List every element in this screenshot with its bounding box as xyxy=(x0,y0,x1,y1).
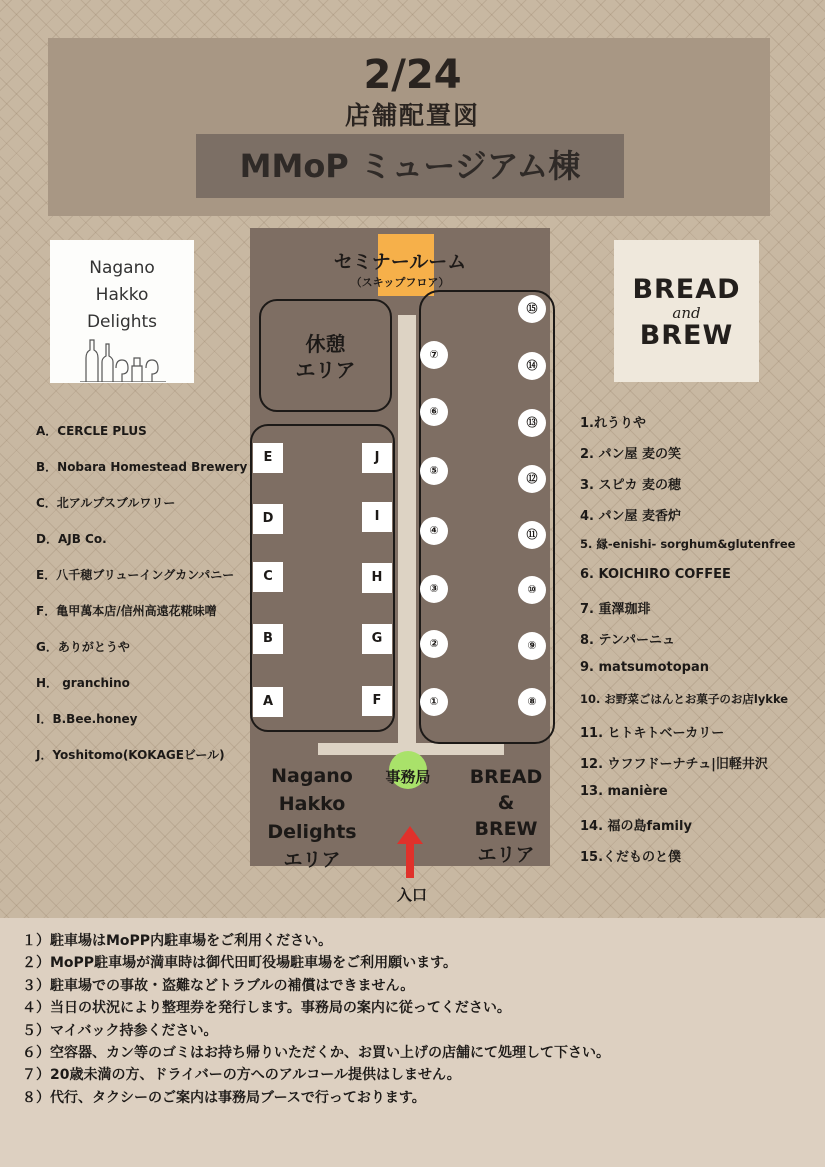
booth-13: ⑬ xyxy=(518,409,546,437)
list-item: I．B.Bee.honey xyxy=(36,712,138,726)
list-item: 15.くだものと僕 xyxy=(580,850,682,865)
logo-text: Nagano xyxy=(89,258,155,278)
building-title: MMoP ミュージアム棟 xyxy=(239,147,581,185)
rest-area-text: 休憩 xyxy=(305,332,346,356)
booth-9: ⑨ xyxy=(518,632,546,660)
note-item: ３）駐車場での事故・盗難などトラブルの補償はできません。 xyxy=(22,977,415,994)
list-item: 1.れうりや xyxy=(580,416,646,431)
list-item: 11. ヒトキトベーカリー xyxy=(580,726,725,741)
note-item: ８）代行、タクシーのご案内は事務局ブースで行っております。 xyxy=(22,1089,426,1106)
list-item: E．八千穂ブリューイングカンパニー xyxy=(36,568,235,582)
list-item: 6. KOICHIRO COFFEE xyxy=(580,567,731,582)
booth-i: I xyxy=(362,502,392,532)
office-label: 事務局 xyxy=(385,768,431,786)
booth-e: E xyxy=(253,443,283,473)
list-item: J．Yoshitomo(KOKAGEビール) xyxy=(36,748,225,762)
booth-14: ⑭ xyxy=(518,352,546,380)
area-text: エリア xyxy=(477,844,535,866)
list-item: 14. 福の島family xyxy=(580,819,692,834)
list-item: 8. テンパーニュ xyxy=(580,633,675,648)
booth-3: ③ xyxy=(420,575,448,603)
list-item: B．Nobara Homestead Brewery xyxy=(36,460,248,474)
area-text: BREAD xyxy=(469,766,543,788)
page-subtitle: 店舗配置図 xyxy=(344,101,480,130)
list-item: 7. 重澤珈琲 xyxy=(580,602,651,617)
area-text: Delights xyxy=(267,821,357,843)
entrance-arrow-icon xyxy=(397,826,423,878)
booth-15: ⑮ xyxy=(518,295,546,323)
area-text: Hakko xyxy=(278,793,346,815)
list-item: 3. スピカ 麦の穂 xyxy=(580,478,682,493)
booth-5: ⑤ xyxy=(420,457,448,485)
entrance-label: 入口 xyxy=(396,886,427,904)
logo-text: Delights xyxy=(86,312,158,332)
booth-6: ⑥ xyxy=(420,398,448,426)
nagano-hakko-logo xyxy=(50,240,194,383)
list-item: G．ありがとうや xyxy=(36,640,130,654)
booth-7: ⑦ xyxy=(420,341,448,369)
booth-c: C xyxy=(253,562,283,592)
booth-1: ① xyxy=(420,688,448,716)
booth-4: ④ xyxy=(420,517,448,545)
booth-12: ⑫ xyxy=(518,465,546,493)
list-item: H． granchino xyxy=(36,676,130,690)
booth-11: ⑪ xyxy=(518,521,546,549)
number-vendor-list xyxy=(580,412,820,877)
bottles-icon xyxy=(78,338,168,382)
notes-list xyxy=(22,930,812,1109)
booth-f: F xyxy=(362,686,392,716)
seminar-room-sublabel: （スキップフロア） xyxy=(350,276,450,289)
booth-a: A xyxy=(253,687,283,717)
list-item: 13. manière xyxy=(580,784,668,799)
aisle-vertical xyxy=(398,315,416,755)
note-item: ７）20歳未満の方、ドライバーの方へのアルコール提供はしません。 xyxy=(22,1067,461,1084)
list-item: 2. パン屋 麦の笑 xyxy=(580,447,682,462)
note-item: １）駐車場はMoPP内駐車場をご利用ください。 xyxy=(22,933,333,949)
note-item: ６）空容器、カン等のゴミはお持ち帰りいただくか、お買い上げの店舗にて処理して下さい。 xyxy=(22,1044,610,1061)
area-text: & xyxy=(497,792,515,814)
list-item: 10. お野菜ごはんとお菓子のお店lykke xyxy=(580,692,789,706)
nagano-area-label xyxy=(250,762,374,874)
list-item: F．亀甲萬本店/信州高遠花糀味噌 xyxy=(36,604,217,618)
event-date: 2/24 xyxy=(363,52,462,98)
bread-area-label xyxy=(442,764,570,868)
booth-10: ⑩ xyxy=(518,576,546,604)
booth-h: H xyxy=(362,563,392,593)
list-item: D．AJB Co. xyxy=(36,532,107,546)
booth-j: J xyxy=(362,443,392,473)
logo-text: BREAD xyxy=(632,274,741,305)
list-item: 9. matsumotopan xyxy=(580,660,709,675)
area-text: エリア xyxy=(283,849,341,871)
list-item: A．CERCLE PLUS xyxy=(36,424,147,438)
list-item: C．北アルプスブルワリー xyxy=(36,496,176,510)
logo-text: and xyxy=(672,304,701,322)
booth-g: G xyxy=(362,624,392,654)
note-item: ４）当日の状況により整理券を発行します。事務局の案内に従ってください。 xyxy=(22,1000,511,1017)
area-text: Nagano xyxy=(271,765,353,787)
area-text: BREW xyxy=(474,818,538,840)
booth-d: D xyxy=(253,504,283,534)
rest-area-label xyxy=(259,331,392,383)
rest-area-text: エリア xyxy=(295,358,356,382)
letter-vendor-list xyxy=(36,422,248,782)
seminar-room-label: セミナールーム xyxy=(333,251,467,273)
note-item: ５）マイバック持参ください。 xyxy=(22,1022,218,1039)
list-item: 12. ウフフドーナチュ|旧軽井沢 xyxy=(580,757,768,772)
logo-text: Hakko xyxy=(95,285,149,305)
booth-b: B xyxy=(253,624,283,654)
list-item: 4. パン屋 麦香炉 xyxy=(580,509,682,524)
booth-8: ⑧ xyxy=(518,688,546,716)
note-item: ２）MoPP駐車場が満車時は御代田町役場駐車場をご利用願います。 xyxy=(22,955,457,972)
list-item: 5. 縁-enishi- sorghum&glutenfree xyxy=(580,537,796,551)
logo-text: BREW xyxy=(639,320,734,351)
bread-and-brew-logo xyxy=(614,240,759,382)
booth-2: ② xyxy=(420,630,448,658)
